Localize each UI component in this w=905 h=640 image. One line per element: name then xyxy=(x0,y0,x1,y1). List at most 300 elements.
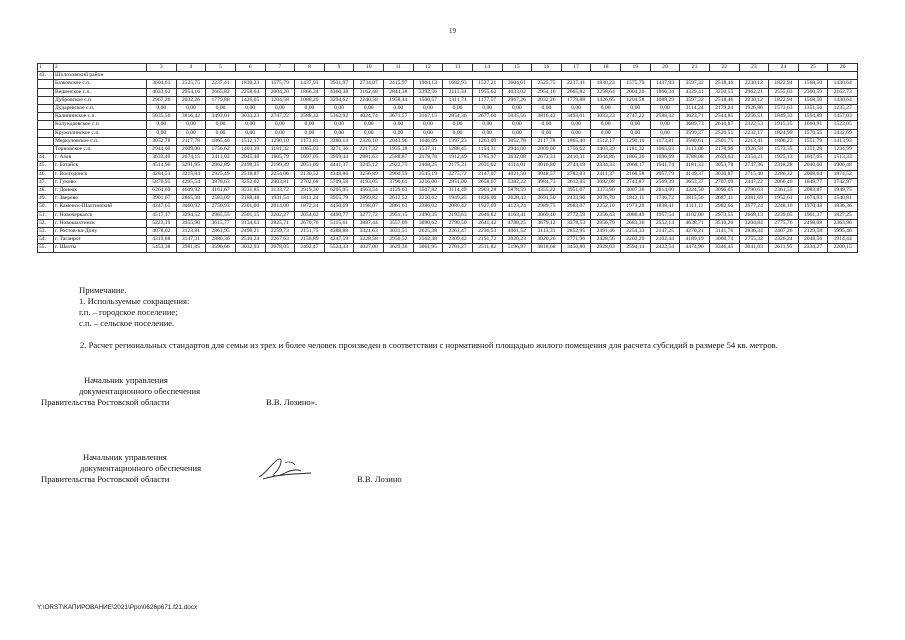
table-cell: 0,00 xyxy=(384,105,414,113)
table-cell: 0,00 xyxy=(532,129,562,137)
table-cell: 2498,35 xyxy=(235,162,265,170)
table-cell: 0,00 xyxy=(532,105,562,113)
handwritten-signature xyxy=(255,453,315,485)
table-cell: 2286,32 xyxy=(769,170,799,178)
table-cell: 24 xyxy=(769,64,799,72)
table-cell: 3604,61 xyxy=(502,80,532,88)
table-cell: г. Новошахтинск xyxy=(54,219,147,227)
table-cell: Вешенское с.п. xyxy=(54,88,147,96)
table-cell: 3597,32 xyxy=(680,96,710,104)
table-cell: 1866,34 xyxy=(295,88,325,96)
table-cell: 2747,22 xyxy=(621,113,651,121)
table-cell: 2715,40 xyxy=(739,170,769,178)
table-cell: 1961,37 xyxy=(798,211,828,219)
table-cell: 4348,86 xyxy=(324,170,354,178)
table-cell: 1646,09 xyxy=(413,137,443,145)
table-cell: 1413,93 xyxy=(828,137,858,145)
table-cell: 1927,69 xyxy=(472,203,502,211)
table-cell: 49. xyxy=(38,195,54,203)
table-cell: г. Зверево xyxy=(54,195,147,203)
table-cell: 1756,62 xyxy=(561,146,591,154)
table-cell: 0,00 xyxy=(206,121,236,129)
table-cell: 4 xyxy=(176,64,206,72)
table-cell: 3623,71 xyxy=(680,113,710,121)
table-cell: 1836,36 xyxy=(828,203,858,211)
table-cell: 0,00 xyxy=(324,105,354,113)
table-cell: 2410,31 xyxy=(561,154,591,162)
table-cell: 2256,51 xyxy=(739,113,769,121)
table-cell: 2054,02 xyxy=(295,211,325,219)
table-section-row xyxy=(38,72,858,80)
table-cell: 2967,26 xyxy=(147,96,177,104)
table-cell: 3245,12 xyxy=(354,162,384,170)
table-cell: 4270,21 xyxy=(680,228,710,236)
sig1-title-line3: Правительства Ростовской области xyxy=(41,397,170,407)
table-cell: 3901,67 xyxy=(147,195,177,203)
table-row xyxy=(38,195,858,203)
table-cell: 7 xyxy=(265,64,295,72)
table-cell: 2267,63 xyxy=(265,236,295,244)
notes-item-2: 2. Расчет региональных стандартов для семьи из трех и более человек произведен в соответствии с нормативной площадью жилого помещения для расчета субсидий в размере 54 кв. метров. xyxy=(80,340,778,350)
table-cell: 3373,90 xyxy=(591,187,621,195)
table-cell: 0,00 xyxy=(235,121,265,129)
table-cell: 2008,64 xyxy=(798,170,828,178)
table-cell: 0,00 xyxy=(472,121,502,129)
table-cell: 1513,33 xyxy=(828,154,858,162)
table-cell: 2610,87 xyxy=(709,121,739,129)
table-cell: 3271,36 xyxy=(324,146,354,154)
table-cell: 3252,02 xyxy=(235,178,265,186)
table-cell: 3788,08 xyxy=(680,154,710,162)
table-cell: 4129,63 xyxy=(384,187,414,195)
table-cell: 0,00 xyxy=(354,129,384,137)
table-cell: 2381,69 xyxy=(739,195,769,203)
table-cell: 1995,46 xyxy=(828,228,858,236)
table-cell: 3060,92 xyxy=(176,203,206,211)
table-cell xyxy=(38,113,54,121)
table-cell: 1949,75 xyxy=(828,187,858,195)
table-cell: 2583,09 xyxy=(206,195,236,203)
table-cell: 5524,33 xyxy=(324,244,354,252)
table-cell: 2318,28 xyxy=(769,162,799,170)
table-cell: 2147,25 xyxy=(650,228,680,236)
table-cell: 2951,15 xyxy=(384,211,414,219)
table-cell: Дубровское с.п. xyxy=(54,96,147,104)
table-cell: 3679,12 xyxy=(532,219,562,227)
table-cell: 2691,50 xyxy=(532,195,562,203)
table-cell: 2683,07 xyxy=(561,203,591,211)
table-cell: 3294,62 xyxy=(324,96,354,104)
section-number: 43. xyxy=(38,72,54,80)
table-cell: 1351,28 xyxy=(798,146,828,154)
table-cell: 2117,78 xyxy=(176,137,206,145)
table-cell: 3689,73 xyxy=(680,121,710,129)
table-cell: 3599,37 xyxy=(680,129,710,137)
table-cell: 0,00 xyxy=(235,129,265,137)
table-cell: 2254,33 xyxy=(621,228,651,236)
table-row xyxy=(38,236,858,244)
table-cell: 4450,69 xyxy=(324,203,354,211)
table-cell: 2236,53 xyxy=(472,228,502,236)
table-cell: 2903,28 xyxy=(472,187,502,195)
table-cell: 52. xyxy=(38,219,54,227)
table-cell: 4517,17 xyxy=(147,211,177,219)
table-cell: 0,00 xyxy=(621,105,651,113)
table-cell: 45. xyxy=(38,162,54,170)
table-cell: 3291,95 xyxy=(176,162,206,170)
table-cell: 1736,72 xyxy=(650,195,680,203)
table-cell: 1426,65 xyxy=(591,96,621,104)
table-cell: 2755,32 xyxy=(739,236,769,244)
table-row xyxy=(38,105,858,113)
table-cell: 2200,15 xyxy=(828,244,858,252)
table-cell: 3256,89 xyxy=(354,170,384,178)
table-cell: 2309,42 xyxy=(443,236,473,244)
table-cell: 1785,97 xyxy=(472,154,502,162)
table-cell: 2068,17 xyxy=(621,162,651,170)
table-cell: 4033,02 xyxy=(502,88,532,96)
table-cell: 55. xyxy=(38,244,54,252)
table-cell: 2334,33 xyxy=(591,162,621,170)
table-cell: 2004,20 xyxy=(265,88,295,96)
table-cell: 2683,36 xyxy=(621,219,651,227)
table-cell xyxy=(38,146,54,154)
table-cell: 2922,75 xyxy=(384,162,414,170)
table-cell: 0,00 xyxy=(324,129,354,137)
table-cell: 1234,99 xyxy=(828,146,858,154)
table-cell: 8 xyxy=(295,64,325,72)
table-cell: 3033,23 xyxy=(591,113,621,121)
table-row xyxy=(38,80,858,88)
table-cell: 2701,27 xyxy=(443,244,473,252)
table-cell: Дударевское с.п. xyxy=(54,105,147,113)
table-cell: 5382,22 xyxy=(502,178,532,186)
table-cell: 3378,53 xyxy=(561,219,591,227)
table-cell: 2678,05 xyxy=(265,244,295,252)
table-cell: 0,00 xyxy=(384,121,414,129)
table-cell: 0,00 xyxy=(621,129,651,137)
table-cell: 5035,56 xyxy=(502,113,532,121)
table-cell: 0,00 xyxy=(532,121,562,129)
table-cell: 25 xyxy=(798,64,828,72)
table-cell: 2973,55 xyxy=(709,211,739,219)
table-cell: 1958,44 xyxy=(384,96,414,104)
table-cell: 2356,43 xyxy=(591,211,621,219)
table-cell: 4027,00 xyxy=(354,244,384,252)
table-cell: 2102,44 xyxy=(650,236,680,244)
table-cell: 4078,02 xyxy=(147,228,177,236)
table-cell: 1575,79 xyxy=(265,80,295,88)
table-cell: 4441,37 xyxy=(324,162,354,170)
table-cell: 1952,61 xyxy=(769,195,799,203)
table-cell: 2552,14 xyxy=(650,219,680,227)
table-cell: 3878,63 xyxy=(206,178,236,186)
table-cell: 2687,11 xyxy=(709,195,739,203)
table-cell: 1842,11 xyxy=(621,195,651,203)
table-cell: 1830,23 xyxy=(591,80,621,88)
table-cell: 3590,66 xyxy=(206,244,236,252)
table-cell: 2415,97 xyxy=(384,80,414,88)
table-cell: 2903,81 xyxy=(265,178,295,186)
table-cell: 1824,99 xyxy=(769,129,799,137)
table-cell: 2334,27 xyxy=(798,244,828,252)
table-cell: 2326,24 xyxy=(769,236,799,244)
table-cell: 3030,87 xyxy=(709,170,739,178)
table-cell: 2668,13 xyxy=(739,211,769,219)
table-cell: 4149,37 xyxy=(680,170,710,178)
table-cell xyxy=(38,137,54,145)
sig1-title-line2: документационного обеспечения xyxy=(79,386,201,396)
table-cell: 2275,72 xyxy=(443,170,473,178)
table-cell: 3053,78 xyxy=(709,162,739,170)
table-cell: 2790,50 xyxy=(443,219,473,227)
table-cell: 1594,89 xyxy=(798,113,828,121)
table-cell xyxy=(38,105,54,113)
table-cell: 2057,79 xyxy=(650,170,680,178)
table-cell: 2944,00 xyxy=(147,146,177,154)
table-cell: 22 xyxy=(709,64,739,72)
table-cell: 2677,24 xyxy=(739,203,769,211)
table-cell: 19 xyxy=(621,64,651,72)
table-cell: 1915,35 xyxy=(769,121,799,129)
table-cell: 0,00 xyxy=(295,121,325,129)
table-cell: 2117,78 xyxy=(532,137,562,145)
table-row xyxy=(38,146,858,154)
table-cell: 2928,03 xyxy=(591,244,621,252)
table-cell: 3955,90 xyxy=(176,219,206,227)
table-cell: 2501,75 xyxy=(709,137,739,145)
table-cell: 2544,85 xyxy=(709,113,739,121)
table-cell: 2982,66 xyxy=(709,203,739,211)
table-cell: 2851,00 xyxy=(443,178,473,186)
table-cell: 2043,96 xyxy=(384,137,414,145)
table-cell: 4189,19 xyxy=(680,236,710,244)
table-cell: 1822,94 xyxy=(769,96,799,104)
table-cell: 3113,31 xyxy=(532,228,562,236)
table-cell: г. Шахты xyxy=(54,244,147,252)
table-cell: 1204,58 xyxy=(621,96,651,104)
table-cell xyxy=(38,96,54,104)
table-cell: 2518,46 xyxy=(709,96,739,104)
table-cell: 2611,95 xyxy=(769,244,799,252)
table-cell: 18 xyxy=(591,64,621,72)
table-cell: 2588,32 xyxy=(295,113,325,121)
table-cell: 2814,00 xyxy=(650,187,680,195)
table-cell: 0,00 xyxy=(265,129,295,137)
table-cell: 5709,58 xyxy=(324,178,354,186)
table-cell: 3198,07 xyxy=(354,203,384,211)
table-cell: 3815,56 xyxy=(680,195,710,203)
table-cell: 2217,32 xyxy=(354,146,384,154)
table-cell: 5453,38 xyxy=(147,244,177,252)
table-cell: 2111,34 xyxy=(443,88,473,96)
sig2-title-line3: Правительства Ростовской области xyxy=(41,474,170,484)
table-cell: 0,00 xyxy=(324,121,354,129)
table-cell: 0,00 xyxy=(354,105,384,113)
table-cell: 0,00 xyxy=(176,121,206,129)
table-cell: 1874,52 xyxy=(828,170,858,178)
table-cell: 3113,06 xyxy=(680,146,710,154)
table-cell: 1573,63 xyxy=(769,105,799,113)
table-cell: 2048,56 xyxy=(798,236,828,244)
table-cell: 3951,07 xyxy=(561,187,591,195)
table-row xyxy=(38,88,858,96)
table-cell: 0,00 xyxy=(621,121,651,129)
table-cell: 2322,53 xyxy=(739,121,769,129)
sig2-title-line2: документационного обеспечения xyxy=(80,463,202,473)
table-cell: 2237,41 xyxy=(561,80,591,88)
table-cell: 2080,42 xyxy=(443,203,473,211)
table-cell: 2588,32 xyxy=(650,113,680,121)
table-cell: 0,00 xyxy=(591,105,621,113)
signature-block-2 xyxy=(80,452,201,474)
table-cell: 1290,10 xyxy=(621,137,651,145)
table-cell: 2899,82 xyxy=(354,195,384,203)
table-cell: 9 xyxy=(324,64,354,72)
table-cell: 2659,63 xyxy=(709,154,739,162)
table-cell: 3082,08 xyxy=(591,178,621,186)
table-cell: 1912,49 xyxy=(443,154,473,162)
table-cell: 2361,55 xyxy=(769,187,799,195)
table-cell: 2965,55 xyxy=(206,211,236,219)
table-cell: 4224,50 xyxy=(680,187,710,195)
table-cell: 3984,73 xyxy=(532,178,562,186)
table-cell: 2300,59 xyxy=(798,88,828,96)
table-cell: 3031,51 xyxy=(384,228,414,236)
table-cell: Кружилинское с.п. xyxy=(54,129,147,137)
table-cell: 5035,56 xyxy=(147,113,177,121)
table-cell: 1779,88 xyxy=(206,96,236,104)
notes-abbr-gp: г.п. – городское поселение; xyxy=(79,307,178,317)
table-cell: 3615,77 xyxy=(206,219,236,227)
table-cell: 1779,88 xyxy=(561,96,591,104)
table-cell: 0,00 xyxy=(295,105,325,113)
table-cell: 2258,64 xyxy=(235,88,265,96)
table-cell: 5196,97 xyxy=(502,244,532,252)
sig2-name: В.В. Лозино xyxy=(357,474,402,484)
table-cell: 2674,15 xyxy=(176,154,206,162)
table-cell: 3123,81 xyxy=(176,228,206,236)
table-cell: 48. xyxy=(38,187,54,195)
table-cell: 2252,10 xyxy=(591,203,621,211)
table-cell: 0,00 xyxy=(265,121,295,129)
table-cell xyxy=(38,129,54,137)
sig1-title-line1: Начальник управления xyxy=(84,375,168,385)
table-cell: 2501,15 xyxy=(235,211,265,219)
table-cell: 4284,51 xyxy=(147,170,177,178)
table-row xyxy=(38,121,858,129)
table-cell: 2865,38 xyxy=(176,195,206,203)
table-cell: 3612,05 xyxy=(561,178,591,186)
table-cell: 3887,44 xyxy=(354,219,384,227)
table-cell: 3632,08 xyxy=(502,154,532,162)
table-cell: Калининское с.п. xyxy=(54,113,147,121)
table-cell: 2665,82 xyxy=(561,88,591,96)
table-cell: 1290,10 xyxy=(265,137,295,145)
table-cell: 2411,37 xyxy=(591,170,621,178)
table-cell: 2179,24 xyxy=(709,105,739,113)
table-cell: 2962,89 xyxy=(206,162,236,170)
table-cell: 4563,54 xyxy=(354,187,384,195)
table-header-row xyxy=(38,64,858,72)
table-cell: 1742,97 xyxy=(828,178,858,186)
table-cell: 2014,00 xyxy=(265,203,295,211)
signature-block-1 xyxy=(79,375,200,397)
table-cell: 3629,36 xyxy=(384,244,414,252)
table-cell: 2468,25 xyxy=(413,162,443,170)
table-cell: 2747,36 xyxy=(739,162,769,170)
table-cell: 1288,45 xyxy=(443,146,473,154)
table-cell: 4609,92 xyxy=(176,187,206,195)
section-label: Шолоховский район xyxy=(54,72,858,80)
table-cell: 4490,77 xyxy=(324,211,354,219)
table-cell: 2962,21 xyxy=(739,88,769,96)
table-cell: 2518,46 xyxy=(709,80,739,88)
table-cell: 4061,52 xyxy=(502,228,532,236)
table-cell: 2213,41 xyxy=(739,137,769,145)
table-cell: 15 xyxy=(502,64,532,72)
table-cell: 0,00 xyxy=(147,129,177,137)
table-cell: 2239,05 xyxy=(769,211,799,219)
table-cell: 2202,29 xyxy=(621,236,651,244)
table-cell: 3818,68 xyxy=(532,244,562,252)
table-cell: 2162,73 xyxy=(828,88,858,96)
table-cell: 3931,97 xyxy=(324,80,354,88)
table-cell: 3557,09 xyxy=(384,219,414,227)
table-cell: 3 xyxy=(147,64,177,72)
table-cell: 21 xyxy=(680,64,710,72)
table-cell: 1173,81 xyxy=(650,137,680,145)
table-cell: 4161,67 xyxy=(206,187,236,195)
table-cell: 2248,16 xyxy=(769,203,799,211)
table-row xyxy=(38,228,858,236)
table-cell: 2743,87 xyxy=(621,178,651,186)
table-cell: 3052,78 xyxy=(147,137,177,145)
table-cell: 54. xyxy=(38,236,54,244)
table-cell: 2492,47 xyxy=(295,244,325,252)
table-cell: 2491,46 xyxy=(591,228,621,236)
table-cell: 0,00 xyxy=(472,129,502,137)
table-cell: 2658,67 xyxy=(472,178,502,186)
table-cell: 2677,60 xyxy=(472,113,502,121)
table-cell: 4033,02 xyxy=(147,88,177,96)
table-cell: 1926,86 xyxy=(739,105,769,113)
table-cell: 2354,21 xyxy=(739,154,769,162)
table-cell: 3628,43 xyxy=(502,195,532,203)
table-cell: 2490,35 xyxy=(413,211,443,219)
table-cell: г. Азов xyxy=(54,154,147,162)
table-cell: 0,00 xyxy=(650,105,680,113)
table-cell: 1865,40 xyxy=(561,137,591,145)
sig1-name: В.В. Лозино». xyxy=(266,397,318,407)
table-cell: 5115,61 xyxy=(324,219,354,227)
table-cell: 1955,62 xyxy=(472,88,502,96)
table-cell: 1926,58 xyxy=(739,146,769,154)
table-cell: 4295,54 xyxy=(176,178,206,186)
table-cell: 1568,50 xyxy=(798,96,828,104)
table-cell: 2301,00 xyxy=(235,203,265,211)
table-cell: 3346,45 xyxy=(709,244,739,252)
table-cell xyxy=(38,88,54,96)
table-cell: 1949,25 xyxy=(443,195,473,203)
table-cell: 3114,24 xyxy=(680,105,710,113)
table-cell: 0,00 xyxy=(413,129,443,137)
table-cell: 2989,75 xyxy=(532,203,562,211)
table-cell: 2130,52 xyxy=(295,170,325,178)
table-cell: 2230,12 xyxy=(739,80,769,88)
table-cell: 2967,26 xyxy=(502,96,532,104)
table-cell: 2326,10 xyxy=(354,137,384,145)
